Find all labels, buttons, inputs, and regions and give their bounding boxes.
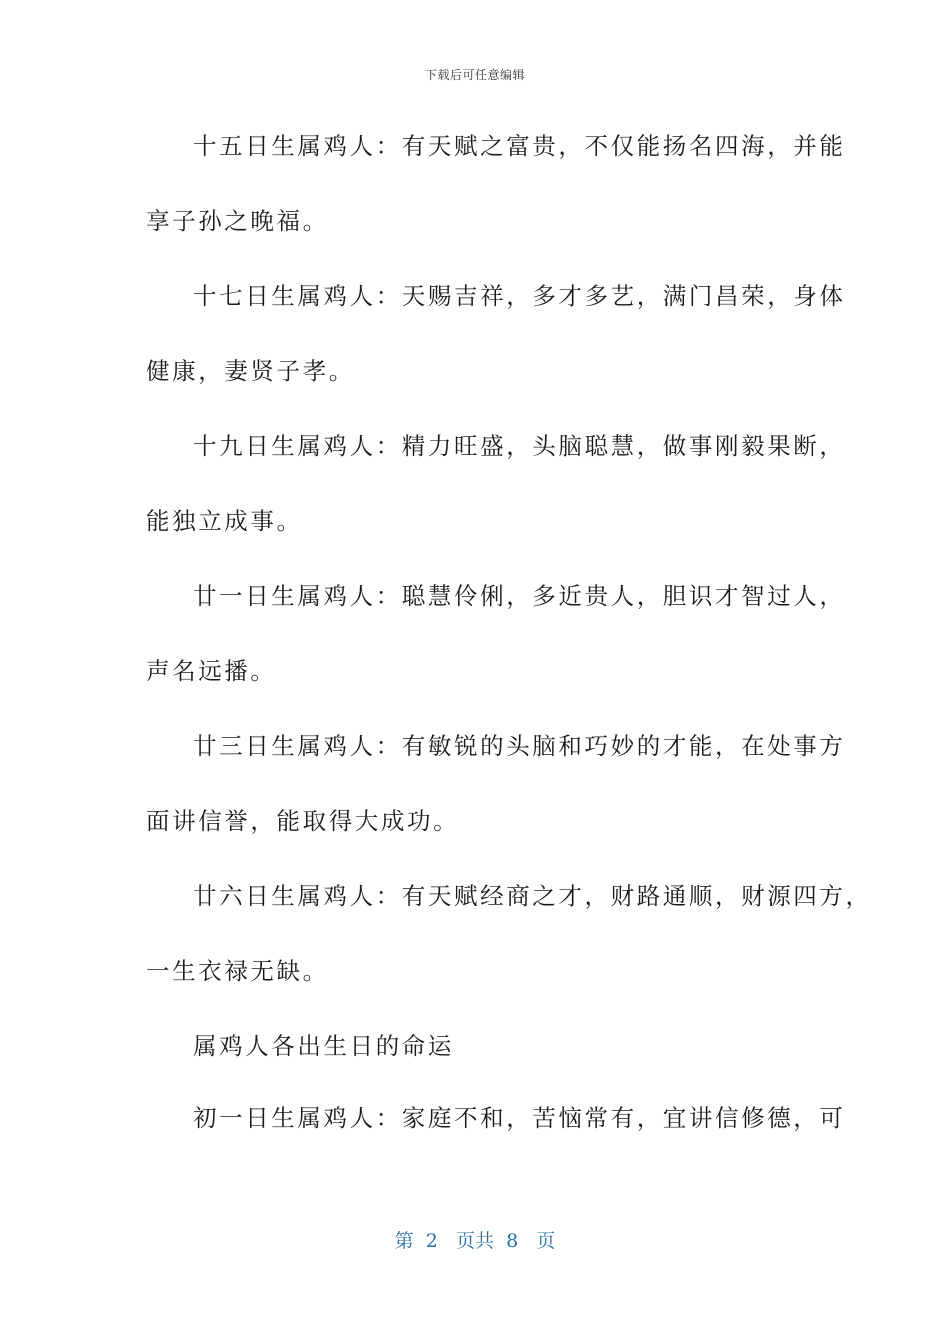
paragraph-line: 声名远播。: [146, 657, 277, 685]
paragraph-line: 廿六日生属鸡人：有天赋经商之才，财路通顺，财源四方，: [193, 882, 872, 910]
paragraph-line: 廿一日生属鸡人：聪慧伶俐，多近贵人，胆识才智过人，: [193, 582, 846, 610]
footer-page-number: 2: [425, 1230, 438, 1252]
page-header-note: 下载后可任意编辑: [424, 68, 525, 82]
paragraph-line: 十五日生属鸡人：有天赋之富贵，不仅能扬名四海，并能: [193, 132, 846, 160]
footer-prefix: 第: [394, 1230, 414, 1252]
paragraph-line: 健康，妻贤子孝。: [146, 357, 355, 385]
footer-suffix: 页: [536, 1230, 556, 1252]
paragraph-line: 享子孙之晚福。: [146, 207, 329, 235]
paragraph-line: 能独立成事。: [146, 507, 303, 535]
paragraph-line: 十七日生属鸡人：天赐吉祥，多才多艺，满门昌荣，身体: [193, 282, 846, 310]
paragraph-line: 初一日生属鸡人：家庭不和，苦恼常有，宜讲信修德，可: [193, 1104, 846, 1132]
page-number-footer: [0, 1226, 950, 1253]
paragraph-line: 一生衣禄无缺。: [146, 957, 329, 985]
footer-middle: 页共: [455, 1230, 494, 1252]
footer-total-pages: 8: [506, 1230, 519, 1252]
paragraph-line: 面讲信誉，能取得大成功。: [146, 807, 460, 835]
section-heading: 属鸡人各出生日的命运: [193, 1032, 454, 1060]
document-body: [146, 120, 872, 1167]
paragraph-line: 十九日生属鸡人：精力旺盛，头脑聪慧，做事刚毅果断，: [193, 432, 846, 460]
paragraph-line: 廿三日生属鸡人：有敏锐的头脑和巧妙的才能，在处事方: [193, 732, 846, 760]
